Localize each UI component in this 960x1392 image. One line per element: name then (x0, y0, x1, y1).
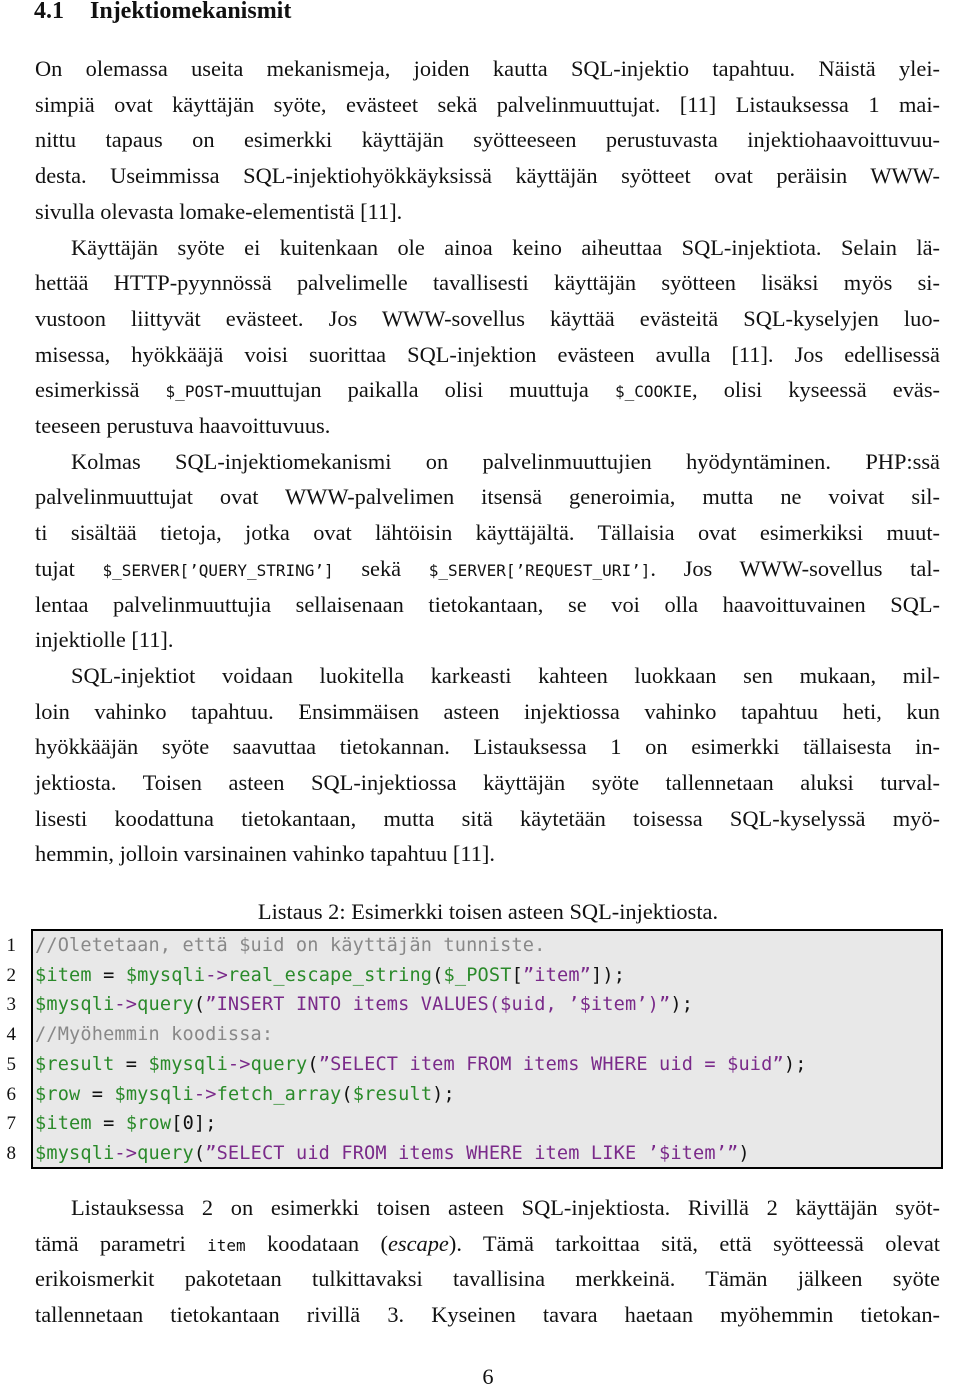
section-number: 4.1 (34, 0, 64, 24)
code-line-number: 4 (6, 1024, 16, 1046)
code-line-number: 5 (6, 1053, 16, 1075)
text-line: lentaa palvelinmuuttujia sellaisenaan tietokantaan, se voi olla haavoittuvainen SQL- (35, 591, 940, 617)
text-line: simpiä ovat käyttäjän syöte, evästeet sekä palvelinmuuttujat. [11] Listauksessa 1 mai- (35, 91, 940, 117)
text-line: Listauksessa 2 on esimerkki toisen asteen SQL-injektiosta. Rivillä 2 käyttäjän syöt- (71, 1195, 940, 1220)
text-line: ti sisältää tietoja, jotka ovat lähtöisin käyttäjältä. Tällaisia ovat esimerkiksi muut- (35, 520, 940, 546)
text-line: erikoismerkit pakotetaan tulkittavaksi tavallisina merkkeinä. Tämän jälkeen syöte (35, 1266, 940, 1292)
text-line: nittu tapaus on esimerkki käyttäjän syötteeseen perustuvasta injektiohaavoittuvuu- (35, 127, 940, 153)
text-line: misessa, hyökkääjä voisi suorittaa SQL-injektion evästeen avulla [11]. Jos edellisessä (35, 341, 940, 367)
text-line: loin vahinko tapahtuu. Ensimmäisen asteen injektiossa vahinko tapahtuu heti, kun (35, 698, 940, 724)
text-line: esimerkissä $_POST-muuttujan paikalla olisi muuttuja $_COOKIE, olisi kyseessä eväs- (35, 377, 940, 403)
text-line: desta. Useimmissa SQL-injektiohyökkäyksissä käyttäjän syötteet ovat peräisin WWW- (35, 163, 940, 189)
code-line: $item = $row[0]; (35, 1113, 217, 1135)
code-line: $mysqli->query(”INSERT INTO items VALUES($uid, ’$item’)”); (35, 994, 694, 1016)
section-title: Injektiomekanismit (90, 0, 292, 24)
text-line: sivulla olevasta lomake-elementistä [11]. (35, 198, 403, 224)
code-line: $item = $mysqli->real_escape_string($_POST[”item”]); (35, 964, 626, 986)
text-line: vustoon liittyvät evästeet. Jos WWW-sovellus käyttää evästeitä SQL-kyselyjen luo- (35, 305, 940, 331)
code-line-number: 6 (6, 1083, 16, 1105)
code-line: $result = $mysqli->query(”SELECT item FROM items WHERE uid = $uid”); (35, 1053, 807, 1075)
text-line: jektiosta. Toisen asteen SQL-injektiossa käyttäjän syöte tallennetaan aluksi turval- (35, 770, 940, 795)
text-line: palvelinmuuttujat ovat WWW-palvelimen itsensä generoimia, mutta ne voivat sil- (35, 484, 940, 510)
text-line: Käyttäjän syöte ei kuitenkaan ole ainoa keino aiheuttaa SQL-injektiota. Selain lä- (71, 234, 940, 260)
text-line: hettää HTTP-pyynnössä palvelimelle tavallisesti käyttäjän syötteen lisäksi myös si- (35, 270, 940, 296)
text-line: injektiolle [11]. (35, 627, 174, 653)
code-line-number: 3 (6, 994, 16, 1016)
text-line: hyökkääjän syöte saavuttaa tietokannan. Listauksessa 1 on esimerkki tällaisesta in- (35, 734, 940, 760)
text-line: SQL-injektiot voidaan luokitella karkeasti kahteen luokkaan sen mukaan, mil- (71, 662, 940, 688)
section-heading (34, 0, 291, 25)
text-line: teeseen perustuva haavoittuvuus. (35, 413, 331, 438)
code-line: //Myöhemmin koodissa: (35, 1024, 274, 1046)
text-line: lisesti koodattuna tietokantaan, mutta sitä käytetään toisessa SQL-kyselyssä myö- (35, 805, 940, 831)
page-number: 6 (482, 1364, 494, 1389)
text-line: tämä parametri item koodataan (escape). Tämä tarkoittaa sitä, että syötteessä olevat (35, 1230, 940, 1256)
code-line-number: 2 (6, 964, 16, 986)
text-line: hemmin, jolloin varsinainen vahinko tapahtuu [11]. (35, 841, 495, 867)
text-line: Kolmas SQL-injektiomekanismi on palvelinmuuttujien hyödyntäminen. PHP:ssä (71, 448, 940, 474)
code-line-number: 7 (6, 1113, 16, 1135)
code-line: $row = $mysqli->fetch_array($result); (35, 1083, 455, 1105)
code-line-number: 8 (6, 1142, 16, 1164)
text-line: tallennetaan tietokantaan rivillä 3. Kyseinen tavara haetaan myöhemmin tietokan- (35, 1302, 940, 1328)
code-line: //Oletetaan, että $uid on käyttäjän tunniste. (35, 935, 546, 956)
text-line: tujat $_SERVER[’QUERY_STRING’] sekä $_SERVER[’REQUEST_URI’]. Jos WWW-sovellus tal- (35, 555, 940, 581)
code-line: $mysqli->query(”SELECT uid FROM items WHERE item LIKE ’$item’”) (35, 1142, 750, 1164)
listing-caption: Listaus 2: Esimerkki toisen asteen SQL-injektiosta. (257, 899, 719, 924)
text-line: On olemassa useita mekanismeja, joiden kautta SQL-injektio tapahtuu. Näistä ylei- (35, 56, 940, 81)
code-line-number: 1 (6, 935, 16, 956)
